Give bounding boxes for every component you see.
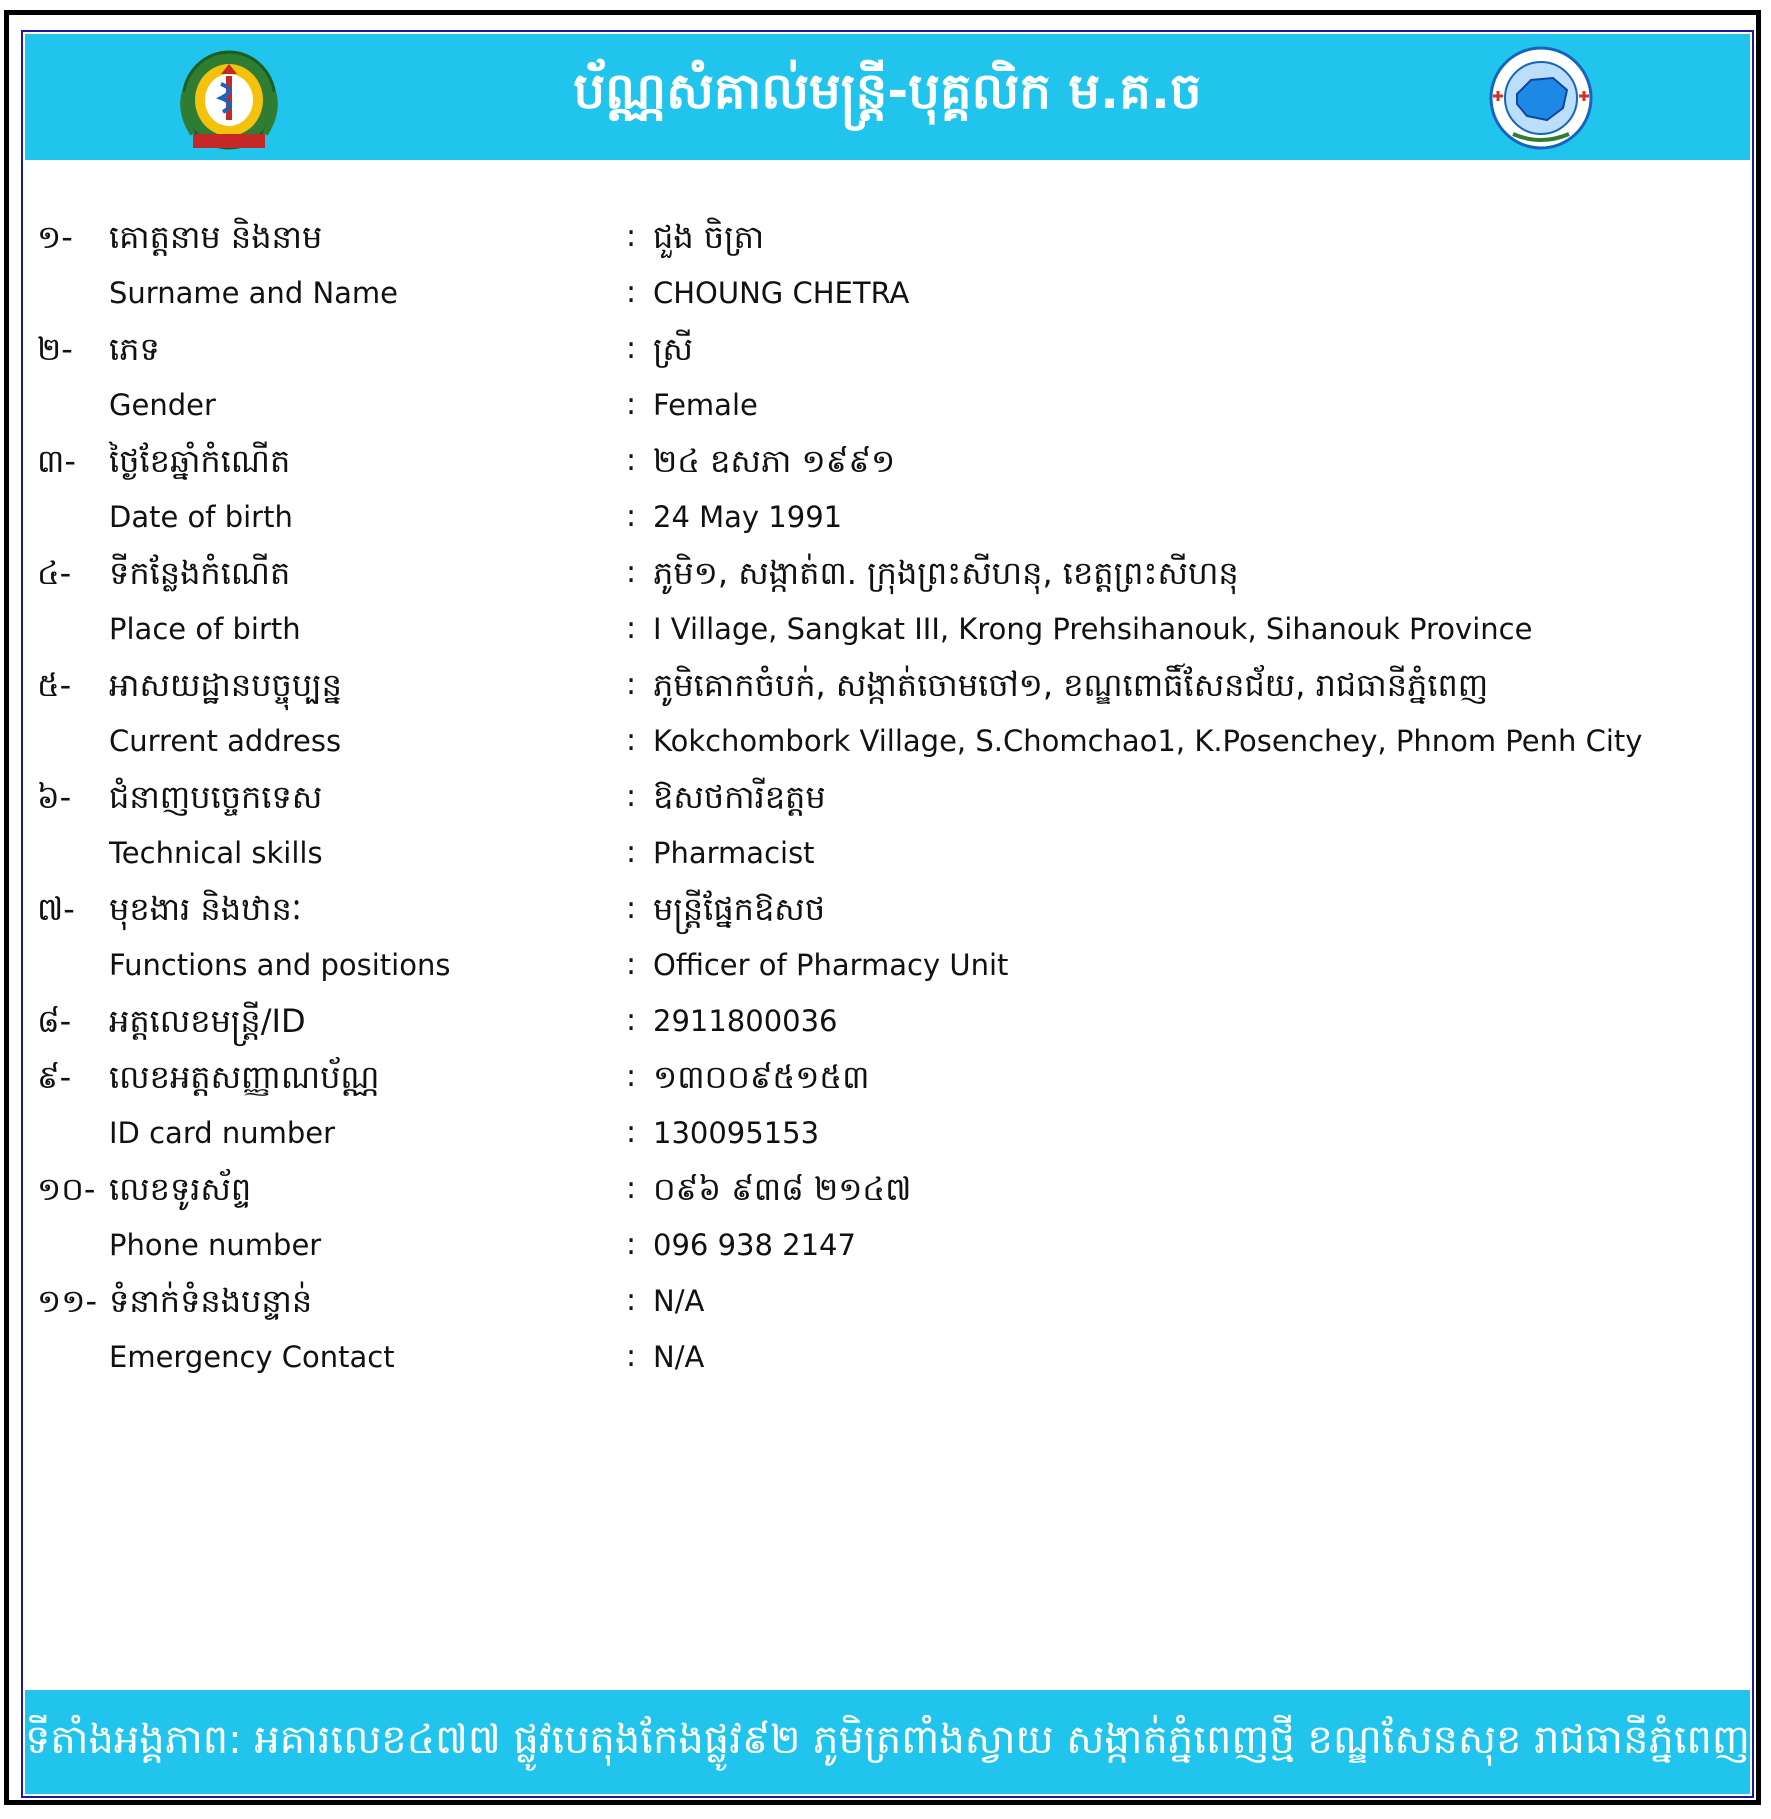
field-officer-id-row	[23, 993, 1752, 1049]
field-label-en: ID card number	[109, 1116, 336, 1150]
field-label-kh: លេខទូរស័ព្ទ	[109, 1170, 252, 1208]
colon: :	[626, 835, 637, 870]
field-pob-en-row	[23, 601, 1752, 657]
field-number: ១-	[37, 218, 73, 256]
field-number: ៩-	[37, 1058, 72, 1096]
field-number: ៤-	[37, 554, 72, 592]
field-value-kh: ភូមិគោកចំបក់, សង្កាត់ចោមចៅ១, ខណ្ឌពោធិ៍សែនជ័យ, រាជធានីភ្នំពេញ	[653, 666, 1489, 704]
field-label-kh: អត្តលេខមន្ត្រី/ID	[109, 1002, 306, 1040]
field-skills-en-row	[23, 825, 1752, 881]
colon: :	[626, 1283, 637, 1318]
colon: :	[626, 443, 637, 478]
field-label-kh: មុខងារ និងឋានៈ	[109, 890, 302, 928]
field-label-kh: ទំនាក់ទំនងបន្ទាន់	[109, 1282, 313, 1320]
field-dob-kh-row	[23, 433, 1752, 489]
field-label-kh: គោត្តនាម និងនាម	[109, 218, 323, 256]
colon: :	[626, 275, 637, 310]
field-label-en: Place of birth	[109, 612, 301, 646]
field-number: ៥-	[37, 666, 72, 704]
field-value-en: Female	[653, 388, 758, 422]
field-label-kh: អាសយដ្ឋានបច្ចុប្បន្ន	[109, 666, 342, 704]
field-value-en: 24 May 1991	[653, 500, 843, 534]
field-position-kh-row	[23, 881, 1752, 937]
field-label-kh: លេខអត្តសញ្ញាណប័ណ្ណ	[109, 1058, 380, 1096]
field-label-en: Date of birth	[109, 500, 293, 534]
field-label-en: Current address	[109, 724, 342, 758]
colon: :	[626, 499, 637, 534]
field-label-en: Surname and Name	[109, 276, 398, 310]
field-label-kh: ជំនាញបច្ចេកទេស	[109, 778, 323, 816]
card-title: ប័ណ្ណសំគាល់មន្ត្រី-បុគ្គលិក ម.គ.ច	[573, 62, 1202, 120]
colon: :	[626, 611, 637, 646]
map-emblem-icon	[1487, 42, 1595, 154]
field-value-kh: ស្រី	[653, 330, 693, 368]
field-label-en: Technical skills	[109, 836, 323, 870]
field-value: 2911800036	[653, 1004, 838, 1038]
field-address-en-row	[23, 713, 1752, 769]
field-value-en: Officer of Pharmacy Unit	[653, 948, 1009, 982]
field-gender-kh-row	[23, 321, 1752, 377]
field-value-kh: ភូមិ១, សង្កាត់៣. ក្រុងព្រះសីហនុ, ខេត្តព្រះសីហនុ	[653, 554, 1239, 592]
field-emergency-kh-row	[23, 1273, 1752, 1329]
colon: :	[626, 947, 637, 982]
field-phone-kh-row	[23, 1161, 1752, 1217]
field-label-kh: ថ្ងៃខែឆ្នាំកំណើត	[109, 442, 291, 480]
field-value-en: CHOUNG CHETRA	[653, 276, 910, 310]
field-emergency-en-row	[23, 1329, 1752, 1385]
colon: :	[626, 331, 637, 366]
footer-banner	[25, 1690, 1750, 1794]
field-number: ២-	[37, 330, 73, 368]
field-label-en: Functions and positions	[109, 948, 451, 982]
field-address-kh-row	[23, 657, 1752, 713]
colon: :	[626, 1003, 637, 1038]
colon: :	[626, 723, 637, 758]
field-value-kh: ជួង ចិត្រា	[653, 218, 765, 256]
colon: :	[626, 387, 637, 422]
colon: :	[626, 1227, 637, 1262]
field-value-kh: ឱសថការីឧត្តម	[653, 778, 826, 816]
card-outer-frame	[4, 10, 1761, 1805]
field-value-en: I Village, Sangkat III, Krong Prehsihanouk, Sihanouk Province	[653, 612, 1533, 646]
field-value-en: Pharmacist	[653, 836, 815, 870]
colon: :	[626, 667, 637, 702]
field-gender-en-row	[23, 377, 1752, 433]
field-pob-kh-row	[23, 545, 1752, 601]
field-number: ៧-	[37, 890, 75, 928]
colon: :	[626, 1171, 637, 1206]
field-number: ១១-	[37, 1282, 97, 1320]
field-number: ៣-	[37, 442, 76, 480]
header-banner	[25, 34, 1750, 160]
field-value-kh: ២៤ ឧសភា ១៩៩១	[653, 442, 896, 480]
field-value-en: Kokchombork Village, S.Chomchao1, K.Posenchey, Phnom Penh City	[653, 724, 1643, 758]
field-position-en-row	[23, 937, 1752, 993]
footer-address: ទីតាំងអង្គភាព: អគារលេខ៤៧៧ ផ្លូវបេតុងកែងផ្លូវ៩២ ភូមិត្រពាំងស្វាយ សង្កាត់ភ្នំពេញថ្មី ខណ្ឌសែនសុខ រាជធានីភ្នំពេញ	[25, 1717, 1750, 1763]
card-inner-frame	[21, 30, 1754, 1798]
field-name-kh-row	[23, 209, 1752, 265]
field-value-kh: ១៣០០៩៥១៥៣	[653, 1058, 870, 1096]
field-label-en: Phone number	[109, 1228, 322, 1262]
field-value-kh: N/A	[653, 1284, 705, 1318]
colon: :	[626, 1339, 637, 1374]
field-value-kh: មន្ត្រីផ្នែកឱសថ	[653, 890, 826, 928]
colon: :	[626, 219, 637, 254]
field-value-en: 130095153	[653, 1116, 820, 1150]
field-idcard-kh-row	[23, 1049, 1752, 1105]
field-label-kh: ទីកន្លែងកំណើត	[109, 554, 291, 592]
field-label-en: Gender	[109, 388, 216, 422]
colon: :	[626, 891, 637, 926]
field-name-en-row	[23, 265, 1752, 321]
field-label-en: Emergency Contact	[109, 1340, 395, 1374]
field-skills-kh-row	[23, 769, 1752, 825]
field-value-kh: ០៩៦ ៩៣៨ ២១៤៧	[653, 1170, 912, 1208]
field-value-en: 096 938 2147	[653, 1228, 856, 1262]
colon: :	[626, 1059, 637, 1094]
colon: :	[626, 555, 637, 590]
colon: :	[626, 779, 637, 814]
field-phone-en-row	[23, 1217, 1752, 1273]
field-idcard-en-row	[23, 1105, 1752, 1161]
field-number: ៦-	[37, 778, 72, 816]
field-number: ៨-	[37, 1002, 72, 1040]
field-label-kh: ភេទ	[109, 330, 160, 368]
colon: :	[626, 1115, 637, 1150]
field-number: ១០-	[37, 1170, 96, 1208]
field-dob-en-row	[23, 489, 1752, 545]
field-value-en: N/A	[653, 1340, 705, 1374]
